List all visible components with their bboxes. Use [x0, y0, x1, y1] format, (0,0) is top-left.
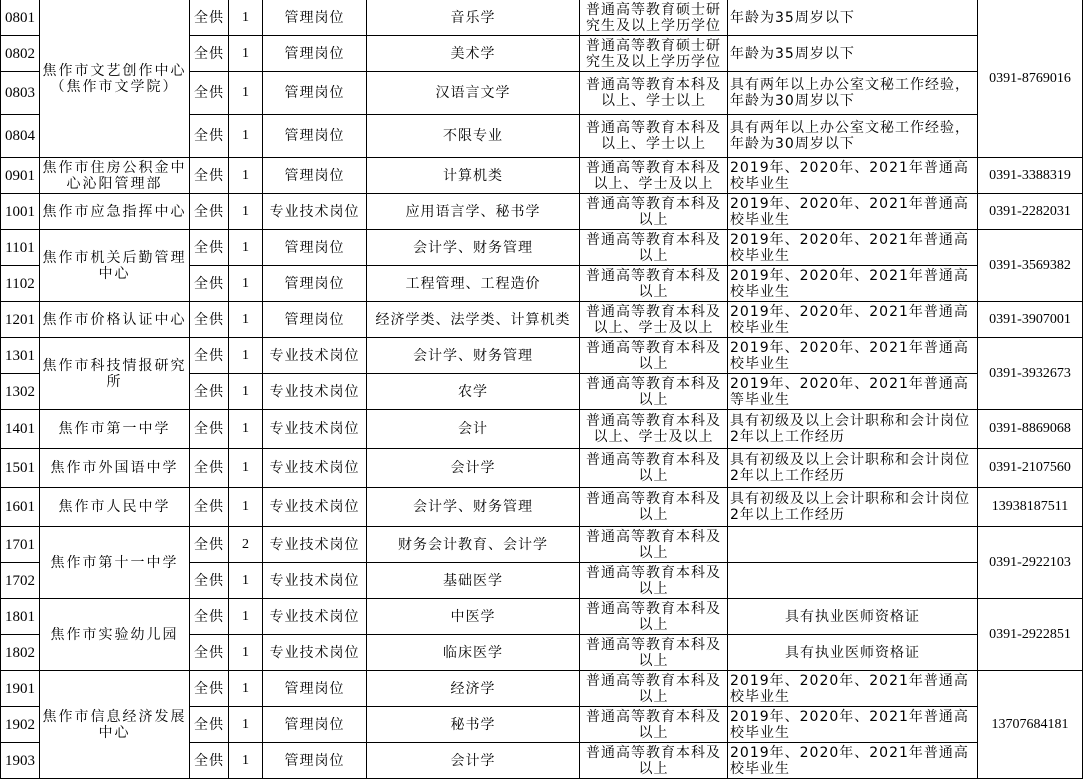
major: 基础医学: [367, 563, 580, 599]
table-row: [1, 302, 1083, 338]
unit-name: 焦作市信息经济发展中心: [40, 671, 190, 779]
contact-phone: 0391-2282031: [978, 194, 1083, 230]
unit-name: 焦作市文艺创作中心（焦作市文学院）: [40, 0, 190, 158]
funding-type: 全供: [190, 671, 229, 707]
hire-count: 1: [229, 488, 263, 527]
hire-count: 1: [229, 36, 263, 72]
contact-phone: 13707684181: [978, 671, 1083, 779]
post-type: 专业技术岗位: [263, 410, 367, 449]
post-type: 管理岗位: [263, 302, 367, 338]
table-row: [1, 410, 1083, 449]
conditions: 具有初级及以上会计职称和会计岗位2年以上工作经历: [728, 449, 978, 488]
hire-count: 1: [229, 599, 263, 635]
funding-type: 全供: [190, 743, 229, 779]
major: 工程管理、工程造价: [367, 266, 580, 302]
table-row: [1, 158, 1083, 194]
education: 普通高等教育硕士研究生及以上学历学位: [580, 36, 728, 72]
hire-count: 1: [229, 671, 263, 707]
table-row: [1, 449, 1083, 488]
post-type: 专业技术岗位: [263, 488, 367, 527]
education: 普通高等教育本科及以上: [580, 671, 728, 707]
hire-count: 1: [229, 743, 263, 779]
table-row: [1, 671, 1083, 707]
education: 普通高等教育本科及以上、学士以上: [580, 72, 728, 115]
funding-type: 全供: [190, 115, 229, 158]
conditions: 具有执业医师资格证: [728, 599, 978, 635]
post-code: 1601: [1, 488, 40, 527]
post-code: 0804: [1, 115, 40, 158]
funding-type: 全供: [190, 72, 229, 115]
education: 普通高等教育硕士研究生及以上学历学位: [580, 0, 728, 36]
contact-phone: 13938187511: [978, 488, 1083, 527]
post-code: 1801: [1, 599, 40, 635]
post-type: 专业技术岗位: [263, 563, 367, 599]
funding-type: 全供: [190, 449, 229, 488]
post-type: 管理岗位: [263, 707, 367, 743]
unit-name: 焦作市第一中学: [40, 410, 190, 449]
education: 普通高等教育本科及以上、学士及以上: [580, 302, 728, 338]
funding-type: 全供: [190, 266, 229, 302]
table-row: [1, 527, 1083, 563]
funding-type: 全供: [190, 488, 229, 527]
funding-type: 全供: [190, 527, 229, 563]
funding-type: 全供: [190, 635, 229, 671]
contact-phone: 0391-2922851: [978, 599, 1083, 671]
conditions: 2019年、2020年、2021年普通高校毕业生: [728, 266, 978, 302]
post-code: 1102: [1, 266, 40, 302]
hire-count: 2: [229, 527, 263, 563]
major: 中医学: [367, 599, 580, 635]
major: 会计学、财务管理: [367, 230, 580, 266]
job-table-body: [1, 0, 1083, 779]
education: 普通高等教育本科及以上: [580, 527, 728, 563]
major: 农学: [367, 374, 580, 410]
contact-phone: 0391-2107560: [978, 449, 1083, 488]
hire-count: 1: [229, 266, 263, 302]
conditions: 2019年、2020年、2021年普通高校毕业生: [728, 338, 978, 374]
funding-type: 全供: [190, 707, 229, 743]
education: 普通高等教育本科及以上、学士以上: [580, 115, 728, 158]
post-code: 1001: [1, 194, 40, 230]
major: 计算机类: [367, 158, 580, 194]
major: 财务会计教育、会计学: [367, 527, 580, 563]
post-type: 专业技术岗位: [263, 527, 367, 563]
unit-name: 焦作市机关后勤管理中心: [40, 230, 190, 302]
unit-name: 焦作市住房公积金中心沁阳管理部: [40, 158, 190, 194]
post-type: 专业技术岗位: [263, 635, 367, 671]
post-type: 管理岗位: [263, 72, 367, 115]
unit-name: 焦作市价格认证中心: [40, 302, 190, 338]
hire-count: 1: [229, 302, 263, 338]
funding-type: 全供: [190, 599, 229, 635]
table-row: [1, 230, 1083, 266]
post-code: 1702: [1, 563, 40, 599]
funding-type: 全供: [190, 230, 229, 266]
post-type: 管理岗位: [263, 230, 367, 266]
funding-type: 全供: [190, 410, 229, 449]
conditions: 2019年、2020年、2021年普通高校毕业生: [728, 158, 978, 194]
hire-count: 1: [229, 158, 263, 194]
conditions: 具有初级及以上会计职称和会计岗位2年以上工作经历: [728, 488, 978, 527]
unit-name: 焦作市外国语中学: [40, 449, 190, 488]
unit-name: 焦作市科技情报研究所: [40, 338, 190, 410]
table-row: [1, 194, 1083, 230]
education: 普通高等教育本科及以上: [580, 599, 728, 635]
major: 美术学: [367, 36, 580, 72]
post-code: 1101: [1, 230, 40, 266]
conditions: 具有初级及以上会计职称和会计岗位2年以上工作经历: [728, 410, 978, 449]
post-code: 0802: [1, 36, 40, 72]
hire-count: 1: [229, 230, 263, 266]
hire-count: 1: [229, 72, 263, 115]
major: 秘书学: [367, 707, 580, 743]
conditions: 2019年、2020年、2021年普通高校毕业生: [728, 194, 978, 230]
hire-count: 1: [229, 374, 263, 410]
contact-phone: 0391-8769016: [978, 0, 1083, 158]
hire-count: 1: [229, 0, 263, 36]
contact-phone: 0391-8869068: [978, 410, 1083, 449]
post-code: 1301: [1, 338, 40, 374]
conditions: 2019年、2020年、2021年普通高校毕业生: [728, 707, 978, 743]
hire-count: 1: [229, 338, 263, 374]
conditions: [728, 527, 978, 563]
post-code: 1903: [1, 743, 40, 779]
post-code: 0901: [1, 158, 40, 194]
conditions: 2019年、2020年、2021年普通高校毕业生: [728, 302, 978, 338]
education: 普通高等教育本科及以上: [580, 449, 728, 488]
post-type: 专业技术岗位: [263, 599, 367, 635]
post-type: 管理岗位: [263, 0, 367, 36]
education: 普通高等教育本科及以上: [580, 338, 728, 374]
unit-name: 焦作市人民中学: [40, 488, 190, 527]
post-code: 0803: [1, 72, 40, 115]
major: 会计学: [367, 743, 580, 779]
education: 普通高等教育本科及以上: [580, 563, 728, 599]
hire-count: 1: [229, 635, 263, 671]
table-row: [1, 599, 1083, 635]
post-code: 1802: [1, 635, 40, 671]
hire-count: 1: [229, 449, 263, 488]
post-type: 管理岗位: [263, 115, 367, 158]
hire-count: 1: [229, 194, 263, 230]
post-type: 专业技术岗位: [263, 449, 367, 488]
contact-phone: 0391-3932673: [978, 338, 1083, 410]
post-code: 1401: [1, 410, 40, 449]
post-type: 管理岗位: [263, 671, 367, 707]
conditions: 2019年、2020年、2021年普通高校毕业生: [728, 230, 978, 266]
post-type: 专业技术岗位: [263, 374, 367, 410]
post-code: 1501: [1, 449, 40, 488]
funding-type: 全供: [190, 302, 229, 338]
conditions: [728, 563, 978, 599]
post-type: 管理岗位: [263, 266, 367, 302]
hire-count: 1: [229, 563, 263, 599]
education: 普通高等教育本科及以上: [580, 230, 728, 266]
education: 普通高等教育本科及以上: [580, 707, 728, 743]
unit-name: 焦作市实验幼儿园: [40, 599, 190, 671]
funding-type: 全供: [190, 563, 229, 599]
conditions: 2019年、2020年、2021年普通高等毕业生: [728, 374, 978, 410]
major: 经济学类、法学类、计算机类: [367, 302, 580, 338]
education: 普通高等教育本科及以上: [580, 635, 728, 671]
funding-type: 全供: [190, 0, 229, 36]
major: 临床医学: [367, 635, 580, 671]
conditions: 2019年、2020年、2021年普通高校毕业生: [728, 743, 978, 779]
post-code: 1902: [1, 707, 40, 743]
conditions: 具有两年以上办公室文秘工作经验，年龄为30周岁以下: [728, 72, 978, 115]
post-code: 1901: [1, 671, 40, 707]
post-type: 专业技术岗位: [263, 194, 367, 230]
conditions: 年龄为35周岁以下: [728, 36, 978, 72]
table-row: [1, 488, 1083, 527]
conditions: 具有执业医师资格证: [728, 635, 978, 671]
education: 普通高等教育本科及以上: [580, 194, 728, 230]
education: 普通高等教育本科及以上: [580, 374, 728, 410]
major: 汉语言文学: [367, 72, 580, 115]
major: 会计学、财务管理: [367, 338, 580, 374]
post-type: 管理岗位: [263, 743, 367, 779]
major: 音乐学: [367, 0, 580, 36]
hire-count: 1: [229, 410, 263, 449]
contact-phone: 0391-3569382: [978, 230, 1083, 302]
funding-type: 全供: [190, 338, 229, 374]
conditions: 2019年、2020年、2021年普通高校毕业生: [728, 671, 978, 707]
contact-phone: 0391-3907001: [978, 302, 1083, 338]
post-type: 专业技术岗位: [263, 338, 367, 374]
funding-type: 全供: [190, 36, 229, 72]
unit-name: 焦作市第十一中学: [40, 527, 190, 599]
post-code: 1302: [1, 374, 40, 410]
major: 会计: [367, 410, 580, 449]
major: 经济学: [367, 671, 580, 707]
post-code: 0801: [1, 0, 40, 36]
major: 会计学、财务管理: [367, 488, 580, 527]
education: 普通高等教育本科及以上: [580, 488, 728, 527]
education: 普通高等教育本科及以上: [580, 743, 728, 779]
hire-count: 1: [229, 115, 263, 158]
education: 普通高等教育本科及以上、学士及以上: [580, 158, 728, 194]
post-code: 1701: [1, 527, 40, 563]
conditions: 具有两年以上办公室文秘工作经验，年龄为30周岁以下: [728, 115, 978, 158]
post-type: 管理岗位: [263, 158, 367, 194]
funding-type: 全供: [190, 194, 229, 230]
major: 会计学: [367, 449, 580, 488]
hire-count: 1: [229, 707, 263, 743]
conditions: 年龄为35周岁以下: [728, 0, 978, 36]
table-row: [1, 338, 1083, 374]
post-code: 1201: [1, 302, 40, 338]
table-row: [1, 0, 1083, 36]
education: 普通高等教育本科及以上、学士及以上: [580, 410, 728, 449]
major: 应用语言学、秘书学: [367, 194, 580, 230]
major: 不限专业: [367, 115, 580, 158]
unit-name: 焦作市应急指挥中心: [40, 194, 190, 230]
post-type: 管理岗位: [263, 36, 367, 72]
contact-phone: 0391-2922103: [978, 527, 1083, 599]
education: 普通高等教育本科及以上: [580, 266, 728, 302]
funding-type: 全供: [190, 374, 229, 410]
funding-type: 全供: [190, 158, 229, 194]
contact-phone: 0391-3388319: [978, 158, 1083, 194]
